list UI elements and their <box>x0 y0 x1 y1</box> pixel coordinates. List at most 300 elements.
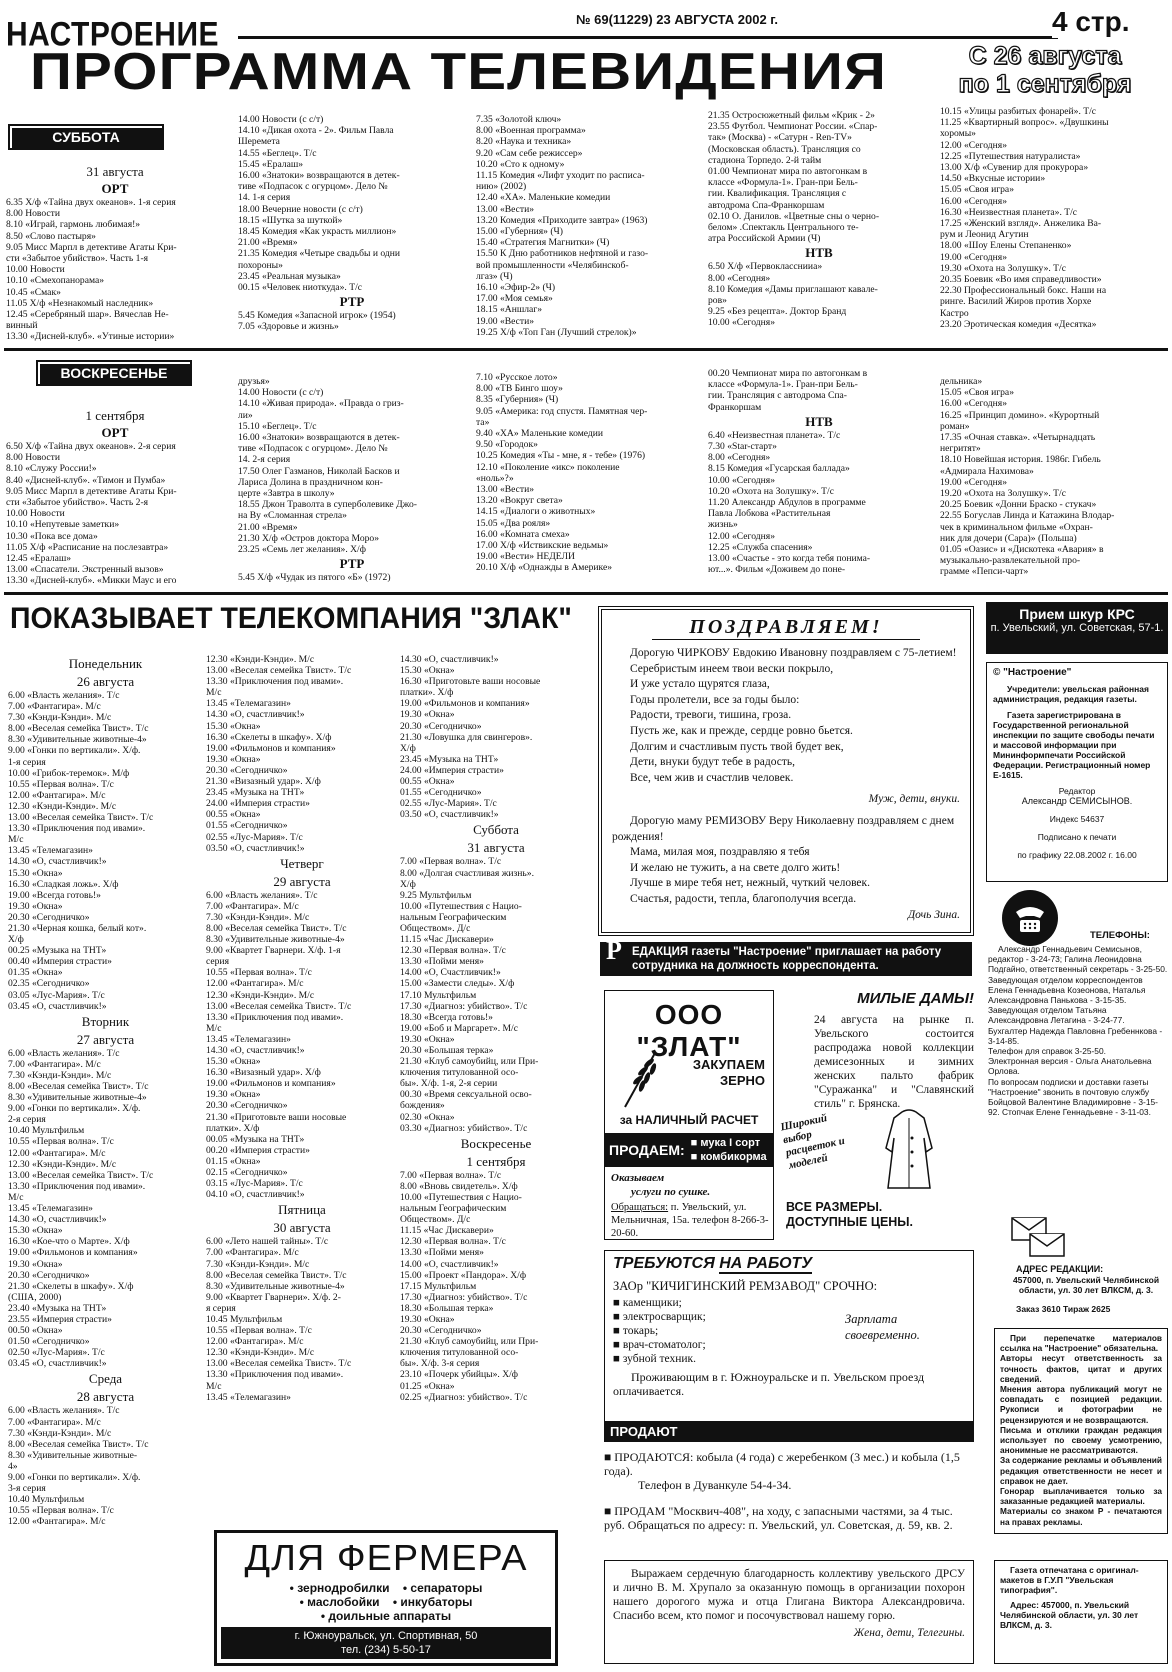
day-heading: Вторник <box>81 1013 130 1029</box>
program-line: 00.20 «Империя страсти» <box>206 1144 310 1156</box>
program-line: 02.30 «Окна» <box>400 1111 455 1123</box>
masthead-rule <box>238 36 1058 39</box>
jobs-title <box>613 1255 965 1273</box>
program-line: 00.20 Чемпионат мира по автогонкам в <box>708 368 868 379</box>
program-line: хоромы» <box>940 128 976 140</box>
program-line: жизнь» <box>708 519 738 531</box>
program-line: 16.00 «Сегодня» <box>940 398 1007 410</box>
program-line: ник для дочери (Сара)» (Польша) <box>940 532 1077 544</box>
address-title: АДРЕС РЕДАКЦИИ: <box>1016 1264 1104 1274</box>
farmer-ad <box>214 1530 558 1666</box>
program-line: так» (Москва) - «Сатурн - Ren-TV» <box>708 132 852 144</box>
program-line: 01.50 «Сегодничко» <box>8 1336 90 1348</box>
program-line: 13.30 «Дисней-клуб». «Микки Маус и его <box>6 575 177 587</box>
program-line: 9.00 «Квартет Гварнери. Х/ф. 1-я <box>206 945 341 957</box>
program-line: 11.05 Х/ф «Расписание на послезавтра» <box>6 541 169 553</box>
program-line: Лариса Долина в праздничном кон- <box>238 476 383 488</box>
program-line: 10.55 «Первая волна». Т/с <box>8 1505 114 1517</box>
program-line: 13.00 «Вести» <box>476 484 535 496</box>
program-line: 21.30 Х/ф «Остров доктора Моро» <box>238 532 380 544</box>
program-line: 19.20 «Охота на Золушку». Т/с <box>940 488 1066 500</box>
imprint-schedule: по графику 22.08.2002 г. 16.00 <box>1017 850 1137 860</box>
program-line: 23.45 «Музыка на ТНТ» <box>206 787 305 799</box>
congrats-box <box>598 606 974 936</box>
congrats-intro-2: Дорогую маму РЕМИЗОВУ Веру Николаевну поздравляем с днем рождения! <box>612 814 955 843</box>
program-line: 6.00 «Власть желания». Т/с <box>8 690 120 701</box>
program-line: 9.05 Мисс Марпл в детективе Агаты Кри- <box>6 241 177 253</box>
program-line: 10.00 Новости <box>6 508 65 520</box>
day-heading: Пятница <box>278 1202 326 1218</box>
program-line: 14.55 «Беглец». Т/с <box>238 147 317 159</box>
program-line: 16.10 «Эфир-2» (Ч) <box>476 282 556 294</box>
congrats-sign-1: Муж, дети, внуки. <box>868 793 960 806</box>
poem-line: И уже устало щурятся глаза, <box>630 678 770 691</box>
program-line: 01.05 «Оазис» и «Дискотека «Авария» в <box>940 544 1104 556</box>
program-line: 12.30 «Кэнди-Кэнди». М/с <box>206 989 315 1001</box>
program-line: 16.25 «Принцип домино». «Курортный <box>940 409 1100 421</box>
program-line: 14.30 «О, счастливчик!» <box>8 856 107 868</box>
program-line: 18.55 Джон Траволта в суперболевике Джо- <box>238 499 417 511</box>
program-line: 15.45 «Ералаш» <box>238 158 304 170</box>
zlak-col-2 <box>206 654 398 1403</box>
program-line: 10.45 «Смак» <box>6 286 61 298</box>
saturday-col-3 <box>476 114 696 338</box>
program-line: 19.25 Х/ф «Топ Ган (Лучший стрелок)» <box>476 326 637 338</box>
program-line: 21.30 «Черная кошка, белый кот». <box>8 922 147 934</box>
sunday-col-3 <box>476 372 696 574</box>
program-line: Павла Лобкова «Растительная <box>708 508 831 520</box>
program-line: 24.00 «Империя страсти» <box>206 798 310 810</box>
program-line: 13.30 «Пойми меня» <box>400 1247 484 1259</box>
program-line: 18.00 «Шоу Елены Степаненко» <box>940 240 1072 252</box>
program-line: 17.35 «Очная ставка». «Четырнадцать <box>940 432 1096 444</box>
program-line: 7.00 «Первая волна». Т/с <box>400 1169 502 1181</box>
program-line: 00.05 «Музыка на ТНТ» <box>206 1133 305 1145</box>
program-line: 2-я серия <box>8 1114 46 1126</box>
coat-icon <box>874 1108 944 1192</box>
program-line: 13.00 «Веселая семейка Твист». Т/с <box>8 812 154 824</box>
program-line: 8.20 «Наука и техника» <box>476 136 572 148</box>
program-line: 15.40 «Стратегия Магнитки» (Ч) <box>476 237 610 249</box>
imprint-founders: Учредители: увельская районная администрация, редакция газеты. <box>993 684 1149 704</box>
program-line: 19.00 «Вести» <box>476 315 535 327</box>
program-line: 00.55 «Окна» <box>400 776 455 788</box>
program-line: 9.00 «Гонки по вертикали». Х/ф. <box>8 1103 141 1115</box>
program-line: 12.00 «Фантагира». М/с <box>8 1516 106 1528</box>
page-title: ПРОГРАММА ТЕЛЕВИДЕНИЯ <box>30 43 888 101</box>
program-line: 1-я серия <box>8 756 46 768</box>
pelts-ad <box>986 602 1168 654</box>
bullet-icon: ■ <box>613 1353 623 1365</box>
program-line: стадиона Торпедо. 2-й тайм <box>708 154 822 166</box>
channel-name: РТР <box>339 556 365 572</box>
program-line: 21.30 «Приготовьте ваши носовые <box>206 1111 347 1123</box>
program-line: 17.00 Х/ф «Иствикские ведьмы» <box>476 540 609 552</box>
printer-address: Адрес: 457000, п. Увельский Челябинской области, ул. 30 лет ВЛКСМ, д. 3. <box>1000 1599 1139 1631</box>
program-line: 10.15 «Улицы разбитых фонарей». Т/с <box>940 106 1097 117</box>
imprint-box <box>986 662 1168 882</box>
forsale-ad-1-phone: Телефон в Дуванкуле 54-4-34. <box>638 1478 792 1492</box>
reprint-text: При перепечатке материалов ссылка на "Настроение" обязательна. Авторы несут ответственность за точность фактов, цитат и других сведений. Мнения автора публикаций могут не совпадать с позицией редакции. Рукописи и фотографии не рецензируются и не возвращаются. Письма и отклики граждан редакция использует по своему усмотрению, анонимные не рассматриваются. За содержание рекламы и объявлений редакция ответственности не несет и справок не дает. Гонорар выплачивается только за заказанные редакцией материалы. Материалы со знаком Р - печатаются на правах рекламы. <box>1000 1333 1162 1527</box>
job-item: ■ токарь; <box>613 1325 659 1337</box>
program-line: 21.35 Комедия «Четыре свадьбы и одни <box>238 248 401 260</box>
program-line: Обществом». Д/с <box>400 922 471 934</box>
program-line: 10.00 «Сегодня» <box>708 474 775 486</box>
program-line: 13.30 «Приключения под ивами». <box>8 1180 146 1192</box>
page-number: 4 стр. <box>1052 6 1130 37</box>
program-line: 13.30 «Приключения под ивами». <box>206 1369 344 1381</box>
program-line: Х/ф <box>400 742 416 754</box>
program-line: 8.00 «Сегодня» <box>708 452 771 464</box>
program-line: 7.30 «Кэнди-Кэнди». М/с <box>206 911 310 923</box>
program-line: 03.30 «Диагноз: убийство». Т/с <box>400 1122 528 1134</box>
poem-line: И желаю не тужить, а на свете долго жить! <box>630 861 841 874</box>
program-line: 20.30 «Сегодничко» <box>206 1100 288 1112</box>
ladies-ad <box>779 990 974 1240</box>
poem-line: Все, чем жив и счастлив человек. <box>630 771 794 784</box>
thanks-box <box>604 1560 974 1664</box>
program-line: 20.30 «Сегодничко» <box>8 1269 90 1281</box>
saturday-col-5 <box>940 106 1168 330</box>
program-line: 19.30 «Охота на Золушку». Т/с <box>940 262 1066 274</box>
poem-line: Годы пролетели, все за годы было: <box>630 693 800 706</box>
program-line: 23.20 Эротическая комедия «Десятка» <box>940 318 1097 330</box>
program-line: 02.15 «Сегодничко» <box>206 1167 288 1179</box>
program-line: 10.55 «Первая волна». Т/с <box>8 778 114 790</box>
program-line: 10.20 «Сто к одному» <box>476 158 565 170</box>
day-heading: 29 августа <box>273 873 331 889</box>
program-line: 16.30 «Неизвестная планета». Т/с <box>940 206 1078 218</box>
bullet-icon: ■ <box>613 1325 623 1337</box>
program-line: 15.00 «Замести следы». Х/ф <box>400 978 515 990</box>
date-range-line2: по 1 сентября <box>958 70 1132 98</box>
program-line: (США, 2000) <box>8 1291 62 1303</box>
program-line: грамме «Пепси-чарт» <box>940 566 1029 578</box>
pelts-title: Прием шкур КРС <box>1019 606 1135 622</box>
poem-line: Серебристым инеем твои вески покрыло, <box>630 662 834 675</box>
program-line: 15.30 «Окна» <box>8 1225 63 1237</box>
program-line: 19.00 «Сегодня» <box>940 251 1007 263</box>
program-line: 7.00 «Фантагира». М/с <box>8 1058 101 1070</box>
program-line: 01.00 Чемпионат мира по автогонкам в <box>708 166 868 178</box>
program-line: нальным Географическим <box>400 1203 507 1215</box>
zlat-ad <box>604 990 774 1240</box>
program-line: 02.55 «Лус-Мария». Т/с <box>400 798 497 810</box>
day-heading: Понедельник <box>68 656 143 671</box>
program-line: 16.30 «Визазный удар». Х/ф <box>206 1067 321 1079</box>
saturday-col-4 <box>708 110 930 329</box>
program-line: 12.00 «Фантагира». М/с <box>206 1336 304 1348</box>
forsale-ad-2: ■ ПРОДАМ "Москвич-408", на ходу, с запасными частями, за 4 тыс. руб. Обращаться по адресу: п. Увельский, ул. Советская, д. 59, кв. 2. <box>604 1504 953 1532</box>
program-line: 7.00 «Фантагира». М/с <box>8 1416 101 1428</box>
program-line: 15.05 «Своя игра» <box>940 184 1014 196</box>
program-line: 8.10 «Служу России!» <box>6 463 97 475</box>
program-line: 11.25 «Квартирный вопрос». «Двушкины <box>940 117 1109 129</box>
program-line: 19.00 «Боб и Маргарет». М/с <box>400 1022 518 1034</box>
vacancy-banner <box>600 936 972 976</box>
program-line: 00.40 «Империя страсти» <box>8 956 112 968</box>
program-line: 18.00 Вечерние новости (с с/т) <box>238 203 363 215</box>
program-line: 20.30 «Сегодничко» <box>206 764 288 776</box>
program-line: 7.30 «Кэнди-Кэнди». М/с <box>8 1069 112 1081</box>
program-line: классе «Формула-1». Гран-при Бель- <box>708 379 858 391</box>
program-line: 20.30 «Сегодничко» <box>400 720 482 732</box>
program-line: 19.00 «Всегда готовь!» <box>8 889 101 901</box>
program-line: бождения» <box>400 1100 445 1112</box>
program-line: 10.40 Мультфильм <box>8 1494 85 1506</box>
program-line: 9.00 «Гонки по вертикали». Х/ф. <box>8 1472 141 1483</box>
program-line: 13.30 «Дисней-клуб». «Утиные истории» <box>6 331 175 343</box>
program-line: 01.15 «Окна» <box>206 1155 261 1167</box>
program-line: 15.10 «Беглец». Т/с <box>238 420 317 432</box>
program-line: 14.15 «Диалоги о животных» <box>476 506 596 518</box>
imprint-editor: Александр СЕМИСЫНОВ. <box>1021 796 1133 806</box>
program-line: негритят» <box>940 443 981 455</box>
program-line: 8.00 «Веселая семейка Твист». Т/с <box>8 1081 149 1092</box>
program-line: 11.15 «Час Дискавери» <box>400 934 494 946</box>
program-line: 19.30 «Окна» <box>206 753 261 765</box>
channel-name: ОРТ <box>101 425 129 440</box>
program-line: 12.25 «Путешествия натуралиста» <box>940 150 1081 162</box>
zlak-title: ПОКАЗЫВАЕТ ТЕЛЕКОМПАНИЯ "ЗЛАК" <box>10 602 572 635</box>
program-line: 14.00 «О, счастливчик!» <box>400 1258 499 1270</box>
program-line: 20.30 «Сегодничко» <box>400 1325 482 1337</box>
program-line: ключения титулованной осо- <box>400 1347 519 1359</box>
jobs-title-1: ТРЕБУЮТСЯ <box>613 1255 715 1272</box>
program-line: 17.10 Мультфильм <box>400 989 477 1001</box>
program-line: та» <box>476 416 490 428</box>
program-line: 10.10 «Непутевые заметки» <box>6 519 120 531</box>
program-line: 21.30 «Клуб самоубийц, или При- <box>400 1336 539 1348</box>
program-line: 10.55 «Первая волна». Т/с <box>206 967 312 979</box>
program-line: 20.10 Х/ф «Однажды в Америке» <box>476 562 613 574</box>
program-line: 12.10 «Поколение «икс» поколение <box>476 461 620 473</box>
vacancy-text: ЕДАКЦИЯ газеты "Настроение" приглашает на работу сотрудника на должность корреспондента. <box>632 946 942 972</box>
program-line: 16.30 «Приготовьте ваши носовые <box>400 676 541 688</box>
program-line: 9.25 «Без рецепта». Доктор Бранд <box>708 306 847 318</box>
program-line: 19.00 «Сегодня» <box>940 476 1007 488</box>
program-line: «Адмирала Нахимова» <box>940 465 1034 477</box>
program-line: Франкоршам <box>708 401 762 413</box>
zlat-name: ООО "ЗЛАТ" <box>636 999 742 1062</box>
program-line: 21.30 «Ловушка для свингеров». <box>400 731 533 743</box>
program-line: 8.10 Комедия «Дамы приглашают кавале- <box>708 283 878 295</box>
program-line: 15.30 «Окна» <box>206 720 261 732</box>
vacancy-initial: Р <box>606 936 622 965</box>
program-line: 10.00 «Грибок-теремок». М/ф <box>8 767 130 779</box>
program-line: 17.30 «Диагноз: убийство». Т/с <box>400 1291 528 1303</box>
program-line: 8.30 «Удивительные животные-4» <box>8 1092 147 1104</box>
program-line: 03.45 «О, счастливчик!» <box>8 1358 107 1370</box>
program-line: Х/ф <box>8 934 24 946</box>
reprint-box <box>994 1328 1168 1534</box>
imprint-index: Индекс 54637 <box>1049 814 1105 824</box>
program-line: 19.30 «Окна» <box>400 709 455 721</box>
job-item: ■ электросварщик; <box>613 1311 706 1323</box>
channel-name: ОРТ <box>101 181 129 196</box>
program-line: 01.55 «Сегодничко» <box>206 820 288 832</box>
saturday-col-1 <box>6 160 224 343</box>
poem-line: Дети, внуки будут тебе в радость, <box>630 756 796 769</box>
zlat-buy-line1: ЗАКУПАЕМ <box>692 1057 765 1072</box>
program-line: нальным Географическим <box>400 911 507 923</box>
program-line: 12.30 «Первая волна». Т/с <box>400 1236 506 1248</box>
program-line: 9.50 «Городок» <box>476 439 538 451</box>
program-line: 23.55 Футбол. Чемпионат России. «Спар- <box>708 121 878 133</box>
program-line: 22.30 Профессиональный бокс. Наши на <box>940 285 1107 297</box>
program-line: ключения титулованной осо- <box>400 1067 519 1079</box>
program-line: 12.30 «Кэнди-Кэнди». М/с <box>8 1158 117 1170</box>
jobs-title-2: НА РАБОТУ <box>719 1255 813 1272</box>
program-line: 6.50 Х/ф «Первокласснииа» <box>708 261 823 273</box>
program-line: 01.25 «Окна» <box>400 1380 455 1392</box>
program-line: 5.45 Х/ф «Чудак из пятого «Б» (1972) <box>238 572 391 584</box>
program-line: 6.00 «Власть желания». Т/с <box>8 1047 120 1059</box>
program-line: 14.10 «Дикая охота - 2». Фильм Павла <box>238 125 394 137</box>
wheat-icon <box>619 1049 663 1109</box>
zlat-sell-label: ПРОДАЕМ: <box>609 1142 685 1158</box>
program-line: 19.30 «Окна» <box>8 1258 63 1270</box>
program-line: ринге. Василий Жиров против Хорхе <box>940 296 1092 308</box>
program-line: 15.05 «Два рояля» <box>476 517 551 529</box>
program-line: 8.00 Новости <box>6 208 60 220</box>
program-line: 17.30 «Диагноз: убийство». Т/с <box>400 1000 528 1012</box>
farmer-contact <box>221 1627 551 1659</box>
program-line: 10.25 Комедия «Ты - мне, я - тебе» (1976) <box>476 450 646 462</box>
program-line: 7.00 «Первая волна». Т/с <box>400 856 502 868</box>
program-line: 10.00 «Путешествия с Нацио- <box>400 900 522 912</box>
program-line: 17.15 Мультфильм <box>400 1280 477 1292</box>
program-line: 3-я серия <box>8 1483 46 1495</box>
program-line: 9.00 «Гонки по вертикали». Х/ф. <box>8 745 141 757</box>
program-line: 13.00 «Вести» <box>476 203 535 215</box>
program-line: 12.00 «Сегодня» <box>708 530 775 542</box>
printer-text: Газета отпечатана с оригинал-макетов в Г.У.П "Увельская типография". <box>1000 1565 1139 1596</box>
address-text: 457000, п. Увельский Челябинской области, ул. 30 лет ВЛКСМ, д. 3. <box>1012 1275 1160 1295</box>
program-line: 21.00 «Время» <box>238 521 298 533</box>
program-line: 23.40 «Музыка на ТНТ» <box>8 1302 107 1314</box>
program-line: 20.30 «Большая терка» <box>400 1045 494 1056</box>
date-range-line1: С 26 августа <box>968 42 1122 70</box>
program-line: 15.30 «Окна» <box>400 665 455 677</box>
congrats-sign-2: Дочь Зина. <box>907 908 960 921</box>
program-line: 16.00 «Комната смеха» <box>476 528 570 540</box>
poem-line: Долгим и счастливым пусть твой будет век, <box>630 740 844 753</box>
program-line: 19.30 «Окна» <box>400 1313 455 1325</box>
poem-line: Пусть же, как и прежде, сердце ровно бьется. <box>630 724 853 737</box>
sunday-col-4 <box>708 368 930 575</box>
program-line: 12.30 «Первая волна». Т/с <box>400 945 506 957</box>
program-line: дельника» <box>940 376 983 387</box>
program-line: 18.15 «Шутка за шуткой» <box>238 214 343 226</box>
program-line: 15.05 «Своя игра» <box>940 387 1014 399</box>
day-heading: 28 августа <box>76 1389 135 1405</box>
program-line: 12.45 «Ералаш» <box>6 553 72 565</box>
program-line: 9.05 «Америка: год спустя. Памятная чер- <box>476 405 648 417</box>
program-line: 13.00 «Веселая семейка Твист». Т/с <box>206 1000 352 1012</box>
saturday-col-2 <box>238 114 466 333</box>
channel-name: РТР <box>339 294 365 310</box>
program-line: 13.00 «Счастье - это когда тебя понима- <box>708 553 871 565</box>
program-line: 17.25 «Женский взгляд». Анжелика Ва- <box>940 218 1102 230</box>
farmer-item-4: • инкубаторы <box>392 1595 473 1609</box>
program-line: 02.50 «Лус-Мария». Т/с <box>8 1347 105 1359</box>
program-line: 19.00 «Фильмонов и компания» <box>400 698 530 710</box>
zlat-contact-text: п. Увельский, ул. Мельничная, 15а. телефон 8-266-3-20-60. <box>611 1202 769 1239</box>
program-line: атра Российской Армии (Ч) <box>708 233 821 245</box>
forsale-ads <box>604 1450 974 1532</box>
farmer-address: г. Южноуральск, ул. Спортивная, 50 <box>294 1630 478 1642</box>
program-line: 14.30 «О, счастливчик!» <box>8 1214 107 1226</box>
program-line: 16.30 «Сладкая ложь». Х/ф <box>8 878 119 890</box>
program-line: ров» <box>708 295 727 307</box>
saturday-header: СУББОТА <box>8 124 164 150</box>
day-heading: 1 сентября <box>466 1153 526 1169</box>
program-line: 00.25 «Музыка на ТНТ» <box>8 945 107 957</box>
zlat-item-2: ■ комбикорма <box>690 1151 767 1163</box>
program-line: 12.00 «Сегодня» <box>940 139 1007 151</box>
program-line: 16.00 «Сегодня» <box>940 195 1007 207</box>
program-line: нию» (2002) <box>476 181 527 193</box>
program-line: тиве «Подпасок с огурцом». Дело № <box>238 443 388 455</box>
program-line: 8.50 «Слово пастыря» <box>6 230 96 242</box>
program-line: Шеремета <box>238 136 280 148</box>
program-line: 20.35 Боевик «Во имя справедливости» <box>940 274 1102 286</box>
program-line: 8.00 «Сегодня» <box>708 272 771 284</box>
program-line: 5.45 Комедия «Запасной игрок» (1954) <box>238 310 396 322</box>
program-line: 22.55 Богуслав Линда и Катажина Влодар- <box>940 510 1115 522</box>
program-line: на Ву «Сломанная стрела» <box>238 510 347 522</box>
program-line: 6.00 «Власть желания». Т/с <box>206 889 318 901</box>
farmer-item-2: • сепараторы <box>402 1581 483 1595</box>
program-line: 12.45 «Серебряный шар». Вячеслав Не- <box>6 309 169 321</box>
program-line: 16.00 «Знатоки» возвращаются в детек- <box>238 170 400 182</box>
job-item: ■ врач-стоматолог; <box>613 1339 706 1351</box>
program-line: 23.45 «Реальная музыка» <box>238 270 341 282</box>
program-line: 8.00 «Военная программа» <box>476 125 586 137</box>
program-line: 8.00 «Веселая семейка Твист». Т/с <box>8 723 149 735</box>
program-line: 13.45 «Телемагазин» <box>206 1391 291 1403</box>
bullet-icon: ■ <box>613 1339 623 1351</box>
zlat-buy-line2: ЗЕРНО <box>720 1073 765 1088</box>
zlat-service-line1: Оказываем <box>611 1172 665 1184</box>
program-line: 15.00 «Проект «Пандора». Х/ф <box>400 1269 527 1281</box>
program-line: автодрома Спа-Франкоршам <box>708 199 825 211</box>
program-line: 00.50 «Окна» <box>8 1325 63 1337</box>
program-line: 02.55 «Лус-Мария». Т/с <box>206 831 303 843</box>
forsale-header: ПРОДАЮТ <box>604 1422 974 1442</box>
zlat-contact <box>611 1201 769 1240</box>
program-line: 18.30 «Всегда готовь!» <box>400 1011 493 1023</box>
program-line: 7.00 «Фантагира». М/с <box>206 900 299 912</box>
schedule-date: 1 сентября <box>85 408 145 423</box>
program-line: 12.30 «Кэнди-Кэнди». М/с <box>206 654 315 665</box>
program-line: 13.30 «Пойми меня» <box>400 956 484 968</box>
program-line: 16.30 «Кое-что о Марте». Х/ф <box>8 1236 130 1248</box>
program-line: 13.45 «Телемагазин» <box>8 1203 93 1215</box>
program-line: серия <box>206 956 229 968</box>
program-line: сти «Забытое убийство». Часть 2-я <box>6 497 149 509</box>
program-line: 8.15 Комедия «Гусарская баллада» <box>708 463 850 475</box>
program-line: 21.00 «Время» <box>238 237 298 249</box>
program-line: ли» <box>238 409 253 421</box>
job-item: ■ зубной техник. <box>613 1353 697 1365</box>
program-line: 14. 1-я серия <box>238 192 291 204</box>
printer-box <box>994 1560 1168 1664</box>
bullet-icon: ■ <box>604 1450 615 1464</box>
day-heading: Суббота <box>473 822 519 838</box>
program-line: 13.00 «Веселая семейка Твист». Т/с <box>206 1358 352 1370</box>
